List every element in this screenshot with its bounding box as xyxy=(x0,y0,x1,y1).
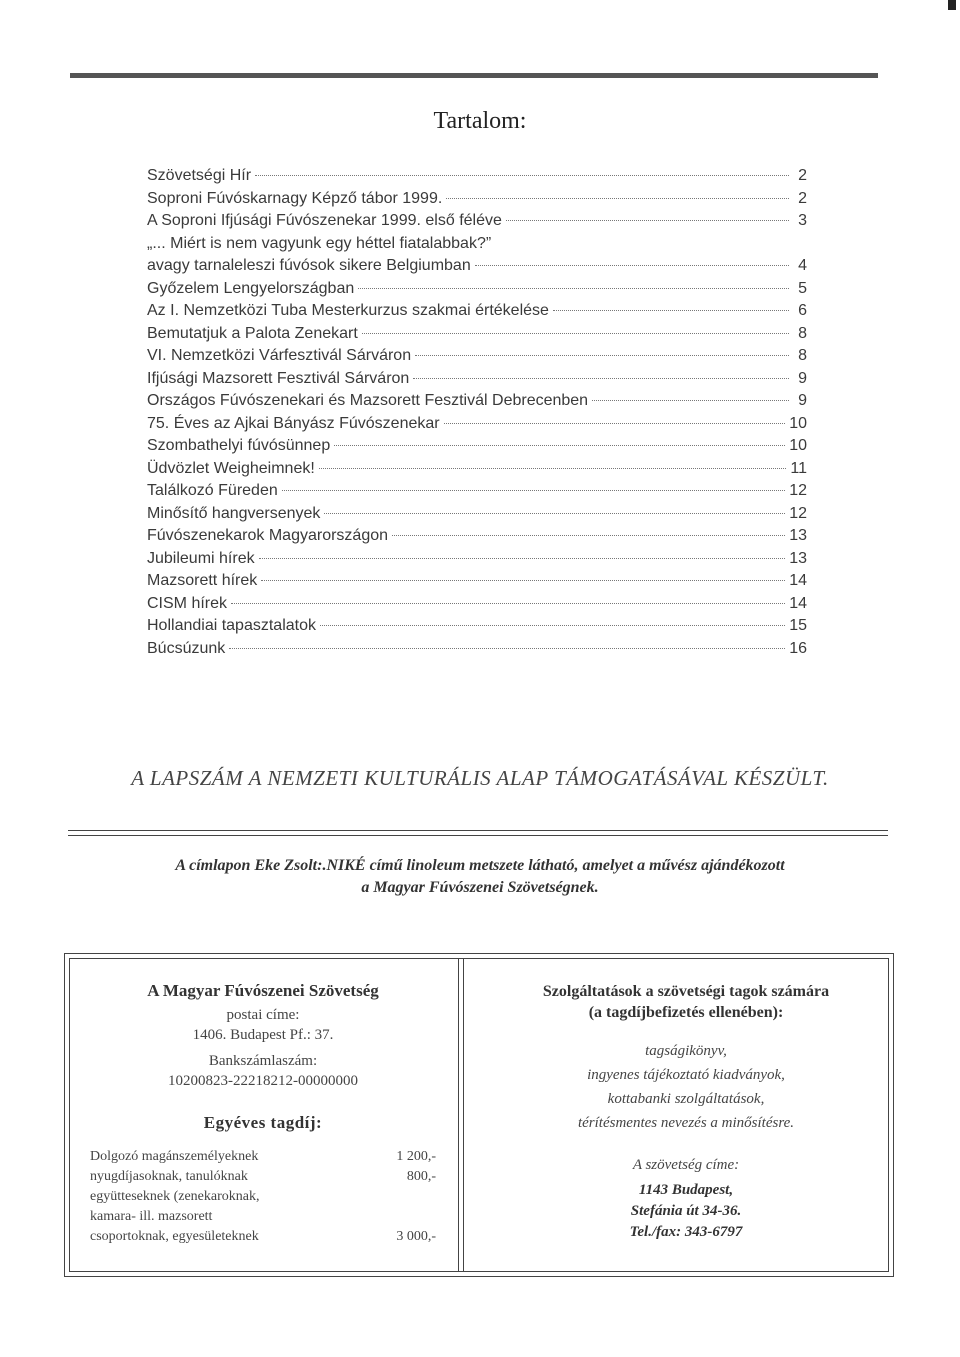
service-item: tagságikönyv, xyxy=(645,1043,727,1059)
membership-panel xyxy=(90,981,436,1247)
cover-note-line2: a Magyar Fúvószenei Szövetségnek. xyxy=(361,879,599,896)
toc-dot-leader xyxy=(229,648,785,649)
fee-table xyxy=(90,1147,436,1247)
box-divider xyxy=(458,959,464,1271)
toc-dot-leader xyxy=(320,625,785,626)
toc-entry-title: Soproni Fúvóskarnagy Képző tábor 1999. xyxy=(147,189,443,207)
cover-note xyxy=(60,855,900,899)
toc-entry-title: Mazsorett hírek xyxy=(147,572,258,589)
toc-entry-title: Győzelem Lengyelországban xyxy=(147,279,355,297)
service-item: kottabanki szolgáltatások, xyxy=(607,1091,765,1107)
toc-entry-title: 75. Éves az Ajkai Bányász Fúvószenekar xyxy=(147,414,440,432)
fee-row xyxy=(90,1187,436,1207)
address-label: A szövetség címe: xyxy=(632,1157,740,1173)
info-box-inner xyxy=(69,958,889,1272)
toc-entry xyxy=(147,505,807,528)
toc-entry xyxy=(147,550,807,573)
toc-entry xyxy=(147,527,807,550)
toc-entry-page: 4 xyxy=(798,257,807,274)
fee-label: Dolgozó magánszemélyeknek xyxy=(90,1149,259,1164)
toc-dot-leader xyxy=(446,198,789,199)
org-name: A Magyar Fúvószenei Szövetség xyxy=(147,981,379,1000)
services-heading: Szolgáltatások a szövetségi tagok számára xyxy=(542,983,830,1000)
toc-entry-page: 2 xyxy=(798,167,807,184)
fee-row xyxy=(90,1147,436,1167)
toc-dot-leader xyxy=(358,288,789,289)
toc-entry-title: A Soproni Ifjúsági Fúvószenekar 1999. első féléve xyxy=(147,212,502,229)
toc-dot-leader xyxy=(319,468,787,469)
toc-entry-title: Hollandiai tapasztalatok xyxy=(147,617,316,634)
cover-note-line1: A címlapon Eke Zsolt:.NIKÉ című linoleum metszete látható, amelyet a művész ajándékozott xyxy=(175,857,785,874)
double-rule xyxy=(68,830,888,836)
fee-label: csoportoknak, egyesületeknek xyxy=(90,1229,259,1244)
toc-entry-title: Ifjúsági Mazsorett Fesztivál Sárváron xyxy=(147,369,410,387)
toc-entry xyxy=(147,302,807,325)
toc-entry-page: 11 xyxy=(790,459,807,477)
toc-dot-leader xyxy=(255,175,789,176)
services-panel xyxy=(496,981,876,1243)
toc-dot-leader xyxy=(413,378,789,379)
toc-entry-page: 15 xyxy=(789,617,807,634)
toc-entry-title: Üdvözlet Weigheimnek! xyxy=(147,459,315,477)
toc-entry-title: Az I. Nemzetközi Tuba Mesterkurzus szakmai értékelése xyxy=(147,302,549,319)
toc-entry xyxy=(147,370,807,393)
toc-dot-leader xyxy=(282,490,785,491)
bank-label: Bankszámlaszám: xyxy=(208,1053,318,1069)
toc-entry-page: 8 xyxy=(798,347,807,364)
toc-dot-leader xyxy=(324,513,785,514)
toc-entry xyxy=(147,190,807,213)
toc-entry xyxy=(147,640,807,663)
services-subheading: (a tagdíjbefizetés ellenében): xyxy=(588,1004,784,1021)
postal-label: postai címe: xyxy=(226,1007,300,1023)
fee-amount xyxy=(358,1187,436,1207)
toc-entry-page: 12 xyxy=(789,504,807,522)
table-of-contents xyxy=(147,167,807,662)
postal-address: 1406. Budapest Pf.: 37. xyxy=(192,1027,334,1043)
toc-entry-page: 12 xyxy=(789,482,807,499)
address-line: Stefánia út 34-36. xyxy=(630,1203,742,1219)
toc-entry-title: Fúvószenekarok Magyarországon xyxy=(147,527,389,544)
toc-entry-page: 2 xyxy=(798,189,807,207)
toc-entry xyxy=(147,572,807,595)
toc-entry-title: Jubileumi hírek xyxy=(147,549,255,567)
fee-title: Egyéves tagdíj: xyxy=(203,1113,323,1132)
toc-entry-page: 14 xyxy=(789,572,807,589)
toc-dot-leader xyxy=(231,603,785,604)
info-box xyxy=(64,953,894,1277)
toc-entry-page: 16 xyxy=(789,639,807,657)
toc-dot-leader xyxy=(362,333,789,334)
toc-entry-title: Szövetségi Hír xyxy=(147,167,252,184)
toc-dot-leader xyxy=(415,355,789,356)
fee-amount: 3 000,- xyxy=(396,1229,436,1244)
support-note: A LAPSZÁM A NEMZETI KULTURÁLIS ALAP TÁMOGATÁSÁVAL KÉSZÜLT. xyxy=(131,766,829,790)
fee-row xyxy=(90,1207,436,1227)
toc-entry xyxy=(147,167,807,190)
toc-entry-title: Szombathelyi fúvósünnep xyxy=(147,437,331,454)
toc-entry-page: 9 xyxy=(798,392,807,409)
address-line: 1143 Budapest, xyxy=(638,1182,734,1198)
toc-entry xyxy=(147,212,807,235)
toc-entry-page: 13 xyxy=(789,549,807,567)
toc-dot-leader xyxy=(259,558,786,559)
toc-entry-title: „... Miért is nem vagyunk egy héttel fiatalabbak?” xyxy=(147,234,492,252)
page-title: Tartalom: xyxy=(433,108,527,134)
top-rule xyxy=(70,73,878,78)
fee-row xyxy=(90,1227,436,1247)
toc-dot-leader xyxy=(444,423,786,424)
toc-entry xyxy=(147,617,807,640)
toc-entry xyxy=(147,235,807,258)
toc-entry-title: Bemutatjuk a Palota Zenekart xyxy=(147,324,358,342)
toc-entry xyxy=(147,415,807,438)
toc-entry-page: 8 xyxy=(798,324,807,342)
service-item: ingyenes tájékoztató kiadványok, xyxy=(587,1067,785,1083)
toc-dot-leader xyxy=(261,580,785,581)
toc-entry-page: 6 xyxy=(798,302,807,319)
toc-entry-page: 9 xyxy=(798,369,807,387)
toc-entry-page: 3 xyxy=(798,212,807,229)
corner-mark xyxy=(948,0,956,10)
toc-entry xyxy=(147,347,807,370)
toc-dot-leader xyxy=(592,400,789,401)
fee-label: együtteseknek (zenekaroknak, xyxy=(90,1189,260,1204)
toc-entry xyxy=(147,482,807,505)
fee-amount: 800,- xyxy=(406,1169,436,1184)
toc-entry xyxy=(147,460,807,483)
toc-dot-leader xyxy=(553,310,789,311)
toc-entry xyxy=(147,595,807,618)
services-list xyxy=(496,1039,876,1135)
toc-entry xyxy=(147,280,807,303)
bank-number: 10200823-22218212-00000000 xyxy=(168,1073,358,1089)
toc-entry-page: 10 xyxy=(789,437,807,454)
toc-entry-title: avagy tarnaleleszi fúvósok sikere Belgiumban xyxy=(147,257,471,274)
fee-amount xyxy=(358,1207,436,1227)
toc-entry xyxy=(147,392,807,415)
toc-dot-leader xyxy=(475,265,789,266)
fee-amount: 1 200,- xyxy=(396,1149,436,1164)
toc-entry-page: 10 xyxy=(789,414,807,432)
toc-entry-title: Országos Fúvószenekari és Mazsorett Fesztivál Debrecenben xyxy=(147,392,589,409)
toc-entry xyxy=(147,325,807,348)
toc-entry-title: CISM hírek xyxy=(147,594,228,612)
fee-row xyxy=(90,1167,436,1187)
toc-entry-title: Búcsúzunk xyxy=(147,639,226,657)
fee-label: nyugdíjasoknak, tanulóknak xyxy=(90,1169,248,1184)
service-item: térítésmentes nevezés a minősítésre. xyxy=(577,1115,795,1131)
toc-entry-title: Találkozó Füreden xyxy=(147,482,278,499)
toc-entry-title: VI. Nemzetközi Várfesztivál Sárváron xyxy=(147,347,412,364)
toc-entry xyxy=(147,437,807,460)
toc-entry-page: 13 xyxy=(789,527,807,544)
toc-dot-leader xyxy=(506,220,789,221)
fee-label: kamara- ill. mazsorett xyxy=(90,1209,213,1224)
address-block xyxy=(496,1180,876,1243)
toc-entry-page: 14 xyxy=(789,594,807,612)
toc-entry xyxy=(147,257,807,280)
toc-entry-title: Minősítő hangversenyek xyxy=(147,504,321,522)
address-line: Tel./fax: 343-6797 xyxy=(629,1224,743,1240)
toc-dot-leader xyxy=(392,535,785,536)
toc-entry-page: 5 xyxy=(798,279,807,297)
toc-dot-leader xyxy=(334,445,785,446)
